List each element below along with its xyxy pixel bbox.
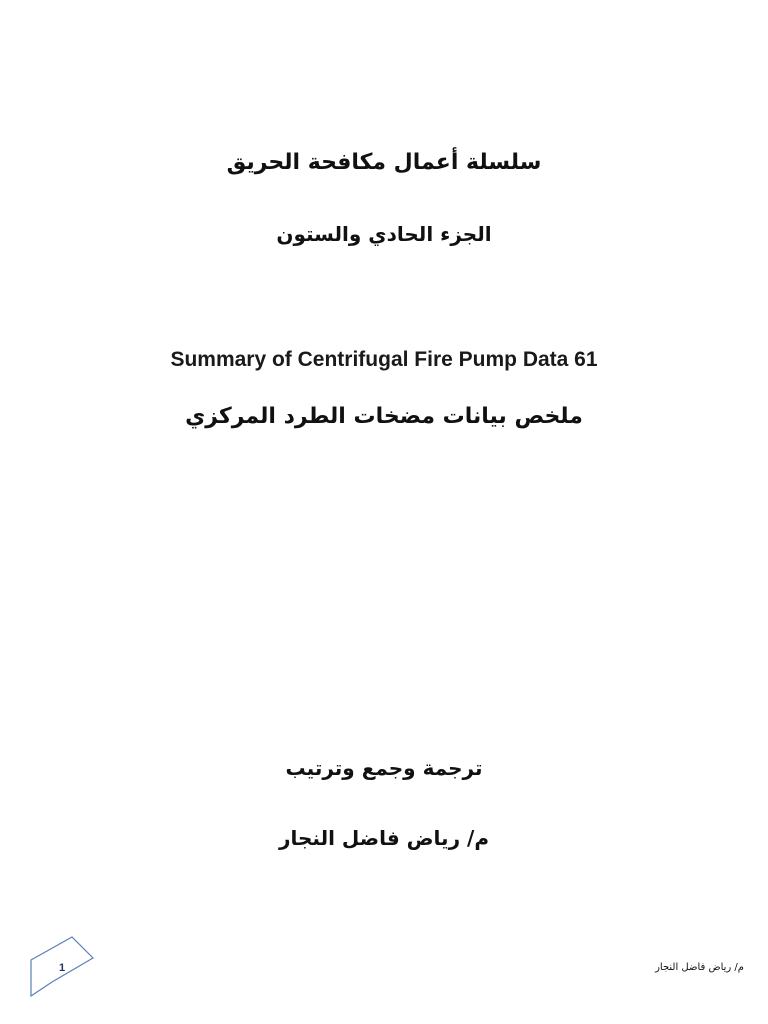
page-number: 1 xyxy=(58,962,66,974)
series-title: سلسلة أعمال مكافحة الحريق xyxy=(226,150,542,175)
arabic-subtitle: ملخص بيانات مضخات الطرد المركزي xyxy=(185,404,583,429)
footer-author: م/ رياض فاضل النجار xyxy=(655,962,744,973)
author-name: م/ رياض فاضل النجار xyxy=(278,826,490,850)
english-title: Summary of Centrifugal Fire Pump Data 61 xyxy=(170,348,598,371)
part-title: الجزء الحادي والستون xyxy=(276,222,492,246)
credit-label: ترجمة وجمع وترتيب xyxy=(285,756,483,780)
